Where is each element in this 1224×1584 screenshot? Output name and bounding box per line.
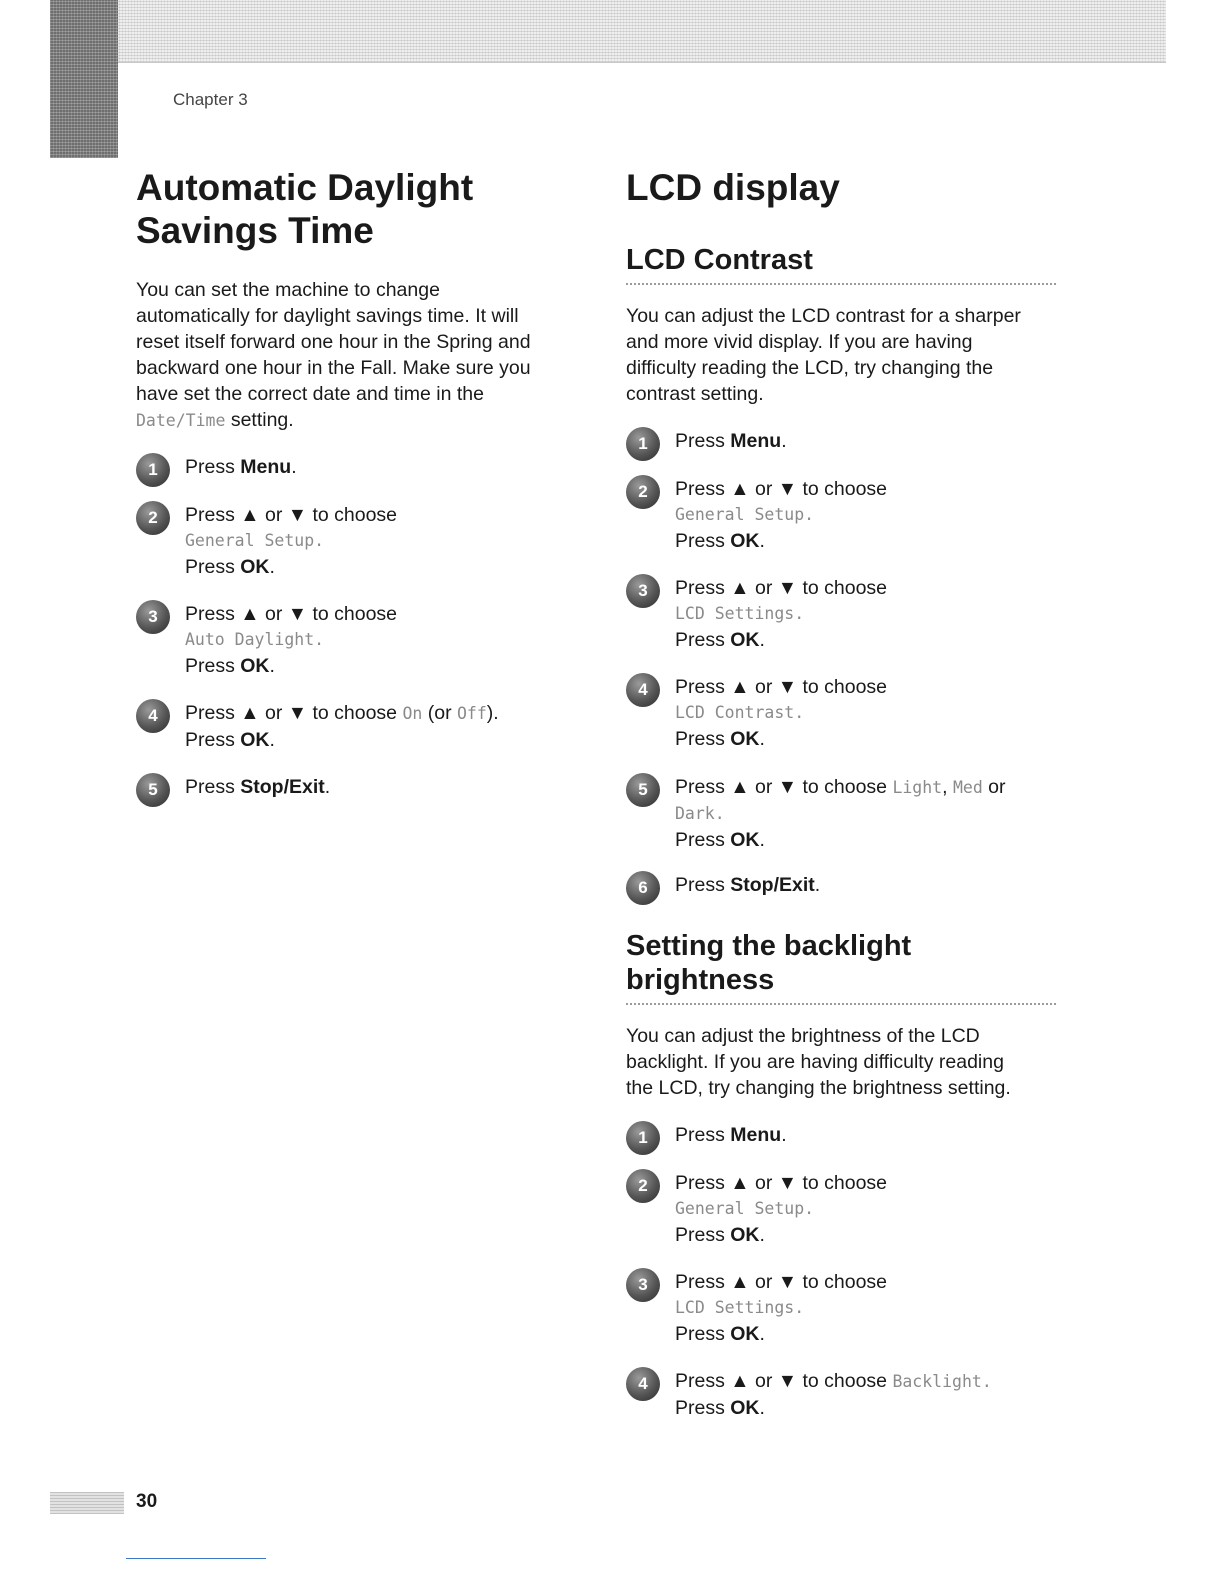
intro-line: You can adjust the LCD contrast for a sharper	[626, 305, 1021, 327]
step-dot: .	[759, 829, 765, 851]
key-label: Menu	[730, 1124, 782, 1146]
section-title-lcd-display: LCD display	[626, 167, 840, 208]
step-text: Press	[675, 1397, 731, 1419]
step-text: Press ▲ or ▼ to choose	[185, 504, 398, 526]
step-number-icon: 3	[626, 1268, 660, 1302]
dotted-divider	[626, 283, 1056, 285]
key-label: Menu	[730, 430, 782, 452]
key-label: OK	[730, 829, 760, 851]
intro-line: backlight. If you are having difficulty reading	[626, 1051, 1004, 1073]
menu-text: LCD Contrast.	[675, 703, 805, 722]
dotted-divider	[626, 1003, 1056, 1005]
step-number-icon: 2	[626, 475, 660, 509]
key-label: Menu	[240, 456, 292, 478]
daylight-intro	[136, 277, 576, 434]
step-dot: .	[269, 655, 275, 677]
step-text: (or	[422, 702, 457, 724]
menu-text: General Setup.	[675, 1199, 815, 1218]
menu-text: LCD Settings.	[675, 604, 805, 623]
step-text: Press	[675, 1323, 731, 1345]
step-number-icon: 6	[626, 871, 660, 905]
step-text: Press ▲ or ▼ to choose	[675, 1370, 893, 1392]
menu-text: General Setup.	[185, 531, 325, 550]
step-text: ).	[486, 702, 499, 724]
step-text: Press	[675, 829, 731, 851]
backlight-intro	[626, 1023, 1066, 1101]
step-dot: .	[269, 729, 275, 751]
step-text: Press ▲ or ▼ to choose	[675, 1271, 888, 1293]
step-number-icon: 4	[626, 1367, 660, 1401]
intro-line: You can set the machine to change	[136, 279, 440, 301]
intro-line: difficulty reading the LCD, try changing the	[626, 357, 994, 379]
step-text: Press ▲ or ▼ to choose	[675, 1172, 888, 1194]
key-label: Stop/Exit	[240, 776, 325, 798]
key-label: OK	[730, 1397, 760, 1419]
step-text: Press	[675, 1224, 731, 1246]
step-dot: .	[759, 1224, 765, 1246]
subsection-title-lcd-contrast: LCD Contrast	[626, 244, 813, 276]
step-dot: .	[269, 556, 275, 578]
menu-text-date-time: Date/Time	[136, 411, 226, 430]
menu-text: Auto Daylight.	[185, 630, 325, 649]
subsection-title-backlight-line1: Setting the backlight	[626, 930, 912, 962]
step-dot: .	[759, 728, 765, 750]
step-dot: .	[759, 530, 765, 552]
chapter-label: Chapter 3	[173, 90, 248, 109]
key-label: OK	[730, 629, 760, 651]
menu-text-backlight: Backlight.	[892, 1372, 992, 1391]
intro-line: backward one hour in the Fall. Make sure you	[136, 357, 531, 379]
key-label: OK	[730, 530, 760, 552]
step-text: Press	[185, 655, 241, 677]
step-dot: .	[324, 776, 331, 798]
step-number-icon: 2	[136, 501, 170, 535]
intro-tail: setting.	[225, 409, 294, 431]
section-title-daylight-line2: Savings Time	[136, 210, 374, 251]
step-dot: .	[759, 1397, 765, 1419]
intro-line: automatically for daylight savings time. It will	[136, 305, 519, 327]
intro-line: the LCD, try changing the brightness setting.	[626, 1077, 1011, 1099]
menu-text: LCD Settings.	[675, 1298, 805, 1317]
header-pattern-band	[50, 0, 1166, 63]
step-text: Press	[675, 530, 731, 552]
step-text: Press	[185, 556, 241, 578]
step-text: Press ▲ or ▼ to choose	[675, 776, 893, 798]
key-label: OK	[240, 556, 270, 578]
menu-text-off: Off	[456, 704, 487, 723]
intro-line: You can adjust the brightness of the LCD	[626, 1025, 980, 1047]
step-text: Press	[675, 874, 731, 896]
step-number-icon: 4	[136, 699, 170, 733]
menu-text: General Setup.	[675, 505, 815, 524]
key-label: OK	[240, 655, 270, 677]
step-dot: .	[781, 430, 787, 452]
page-number: 30	[136, 1491, 158, 1512]
step-number-icon: 5	[136, 773, 170, 807]
step-number-icon: 1	[626, 427, 660, 461]
contrast-intro	[626, 303, 1066, 407]
step-number-icon: 3	[136, 600, 170, 634]
intro-line: reset itself forward one hour in the Spring and	[136, 331, 531, 353]
key-label: OK	[730, 728, 760, 750]
page-number-pattern	[50, 1492, 124, 1514]
step-number-icon: 1	[136, 453, 170, 487]
step-number-icon: 5	[626, 773, 660, 807]
chapter-tab-block	[50, 0, 118, 158]
step-text: or	[982, 776, 1006, 798]
intro-line: have set the correct date and time in the	[136, 383, 484, 405]
step-dot: .	[759, 629, 765, 651]
menu-text-dark: Dark.	[675, 804, 725, 823]
step-text: Press ▲ or ▼ to choose	[675, 577, 888, 599]
step-text: Press	[185, 729, 241, 751]
key-label: Stop/Exit	[730, 874, 815, 896]
key-label: OK	[730, 1224, 760, 1246]
intro-line: and more vivid display. If you are having	[626, 331, 973, 353]
section-title-daylight-line1: Automatic Daylight	[136, 167, 474, 208]
footer-rule	[126, 1558, 266, 1559]
key-label: OK	[730, 1323, 760, 1345]
step-text: Press	[675, 728, 731, 750]
subsection-title-backlight-line2: brightness	[626, 964, 775, 996]
step-text: Press ▲ or ▼ to choose	[185, 702, 403, 724]
step-number-icon: 1	[626, 1121, 660, 1155]
intro-line: contrast setting.	[626, 383, 764, 405]
step-dot: .	[759, 1323, 765, 1345]
step-number-icon: 3	[626, 574, 660, 608]
step-text: Press ▲ or ▼ to choose	[185, 603, 398, 625]
step-dot: .	[781, 1124, 787, 1146]
step-text: Press	[675, 1124, 731, 1146]
step-text: Press	[675, 629, 731, 651]
menu-text-light: Light	[892, 778, 943, 797]
step-number-icon: 4	[626, 673, 660, 707]
menu-text-on: On	[402, 704, 423, 723]
key-label: OK	[240, 729, 270, 751]
step-text: Press	[185, 776, 241, 798]
step-text: ,	[942, 776, 953, 798]
menu-text-med: Med	[952, 778, 983, 797]
step-text: Press ▲ or ▼ to choose	[675, 676, 888, 698]
step-text: Press ▲ or ▼ to choose	[675, 478, 888, 500]
step-number-icon: 2	[626, 1169, 660, 1203]
step-dot: .	[814, 874, 821, 896]
step-text: Press	[185, 456, 241, 478]
step-text: Press	[675, 430, 731, 452]
step-dot: .	[291, 456, 297, 478]
